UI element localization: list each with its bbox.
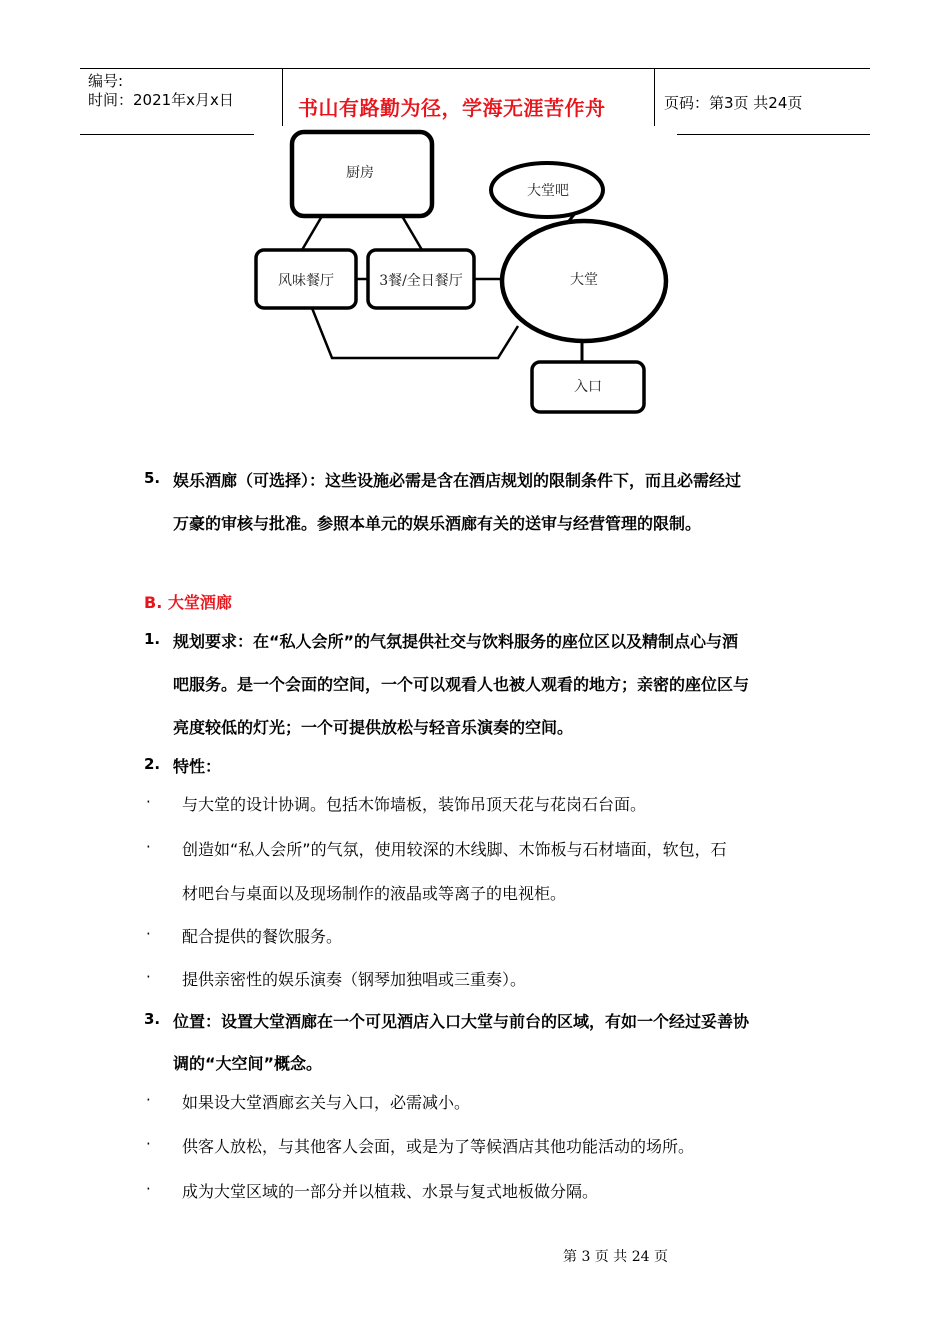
item5-line2: 万豪的审核与批准。参照本单元的娱乐酒廊有关的送审与经营管理的限制。 [173, 514, 702, 533]
header-top-rule [80, 68, 870, 69]
connector-kitchen-specialty [302, 216, 322, 250]
b2-item-4: 提供亲密性的娱乐演奏（钢琴加独唱或三重奏）。 [182, 970, 527, 989]
item5-number: 5. [144, 469, 161, 487]
b1-number: 1. [144, 630, 161, 648]
kitchen-label: 厨房 [346, 165, 374, 181]
serial-label: 编号: [88, 72, 124, 90]
connector-loop [312, 308, 518, 358]
b3-number: 3. [144, 1010, 161, 1028]
header-divider-right [654, 68, 655, 126]
b2-title: 特性： [173, 757, 222, 776]
page-label: 页码：第3页 共24页 [664, 94, 803, 112]
header-motto: 书山有路勤为径，学海无涯苦作舟 [298, 96, 606, 120]
item5-line1: 娱乐酒廊（可选择）：这些设施必需是含在酒店规划的限制条件下，而且必需经过 [173, 471, 742, 490]
b1-line2: 吧服务。是一个会面的空间，一个可以观看人也被人观看的地方；亲密的座位区与 [173, 675, 750, 694]
b2-item-3: 配合提供的餐饮服务。 [182, 927, 343, 946]
specialty-restaurant-label: 风味餐厅 [278, 273, 334, 289]
b2-bullet-1: · [146, 793, 151, 811]
section-b-title: B. 大堂酒廊 [144, 593, 232, 612]
b2-bullet-3: · [146, 925, 151, 943]
b3-line1: 位置：设置大堂酒廊在一个可见酒店入口大堂与前台的区域，有如一个经过妥善协 [173, 1012, 750, 1031]
all-day-restaurant-label: 3餐/全日餐厅 [379, 273, 463, 289]
b3-item-3: 成为大堂区域的一部分并以植栽、水景与复式地板做分隔。 [182, 1182, 599, 1201]
b3-bullet-1: · [146, 1091, 151, 1109]
b2-bullet-4: · [146, 968, 151, 986]
footer-page-number: 第 3 页 共 24 页 [563, 1249, 668, 1265]
lobby-layout-diagram [240, 120, 680, 420]
b3-bullet-3: · [146, 1180, 151, 1198]
header-bottom-rule-right [677, 134, 870, 135]
b2-item-2: 创造如“私人会所”的气氛，使用较深的木线脚、木饰板与石材墙面，软包，石 [182, 840, 727, 859]
b3-line2: 调的“大空间”概念。 [173, 1054, 323, 1073]
time-label: 时间：2021年x月x日 [88, 91, 234, 109]
entrance-label: 入口 [574, 379, 602, 395]
header-divider-left [282, 68, 283, 126]
b2-item-1: 与大堂的设计协调。包括木饰墙板，装饰吊顶天花与花岗石台面。 [182, 795, 647, 814]
b2-bullet-2: · [146, 838, 151, 856]
b1-line1: 规划要求：在“私人会所”的气氛提供社交与饮料服务的座位区以及精制点心与酒 [173, 632, 739, 651]
connector-kitchen-allday [402, 216, 422, 250]
lobby-label: 大堂 [570, 272, 598, 288]
header-bottom-rule-left [80, 134, 254, 135]
lobby-bar-label: 大堂吧 [527, 183, 569, 199]
b3-item-1: 如果设大堂酒廊玄关与入口，必需减小。 [182, 1093, 471, 1112]
b3-bullet-2: · [146, 1135, 151, 1153]
b1-line3: 亮度较低的灯光；一个可提供放松与轻音乐演奏的空间。 [173, 718, 574, 737]
b2-item-2-cont: 材吧台与桌面以及现场制作的液晶或等离子的电视柜。 [182, 884, 567, 903]
b3-item-2: 供客人放松，与其他客人会面，或是为了等候酒店其他功能活动的场所。 [182, 1137, 695, 1156]
b2-number: 2. [144, 755, 161, 773]
